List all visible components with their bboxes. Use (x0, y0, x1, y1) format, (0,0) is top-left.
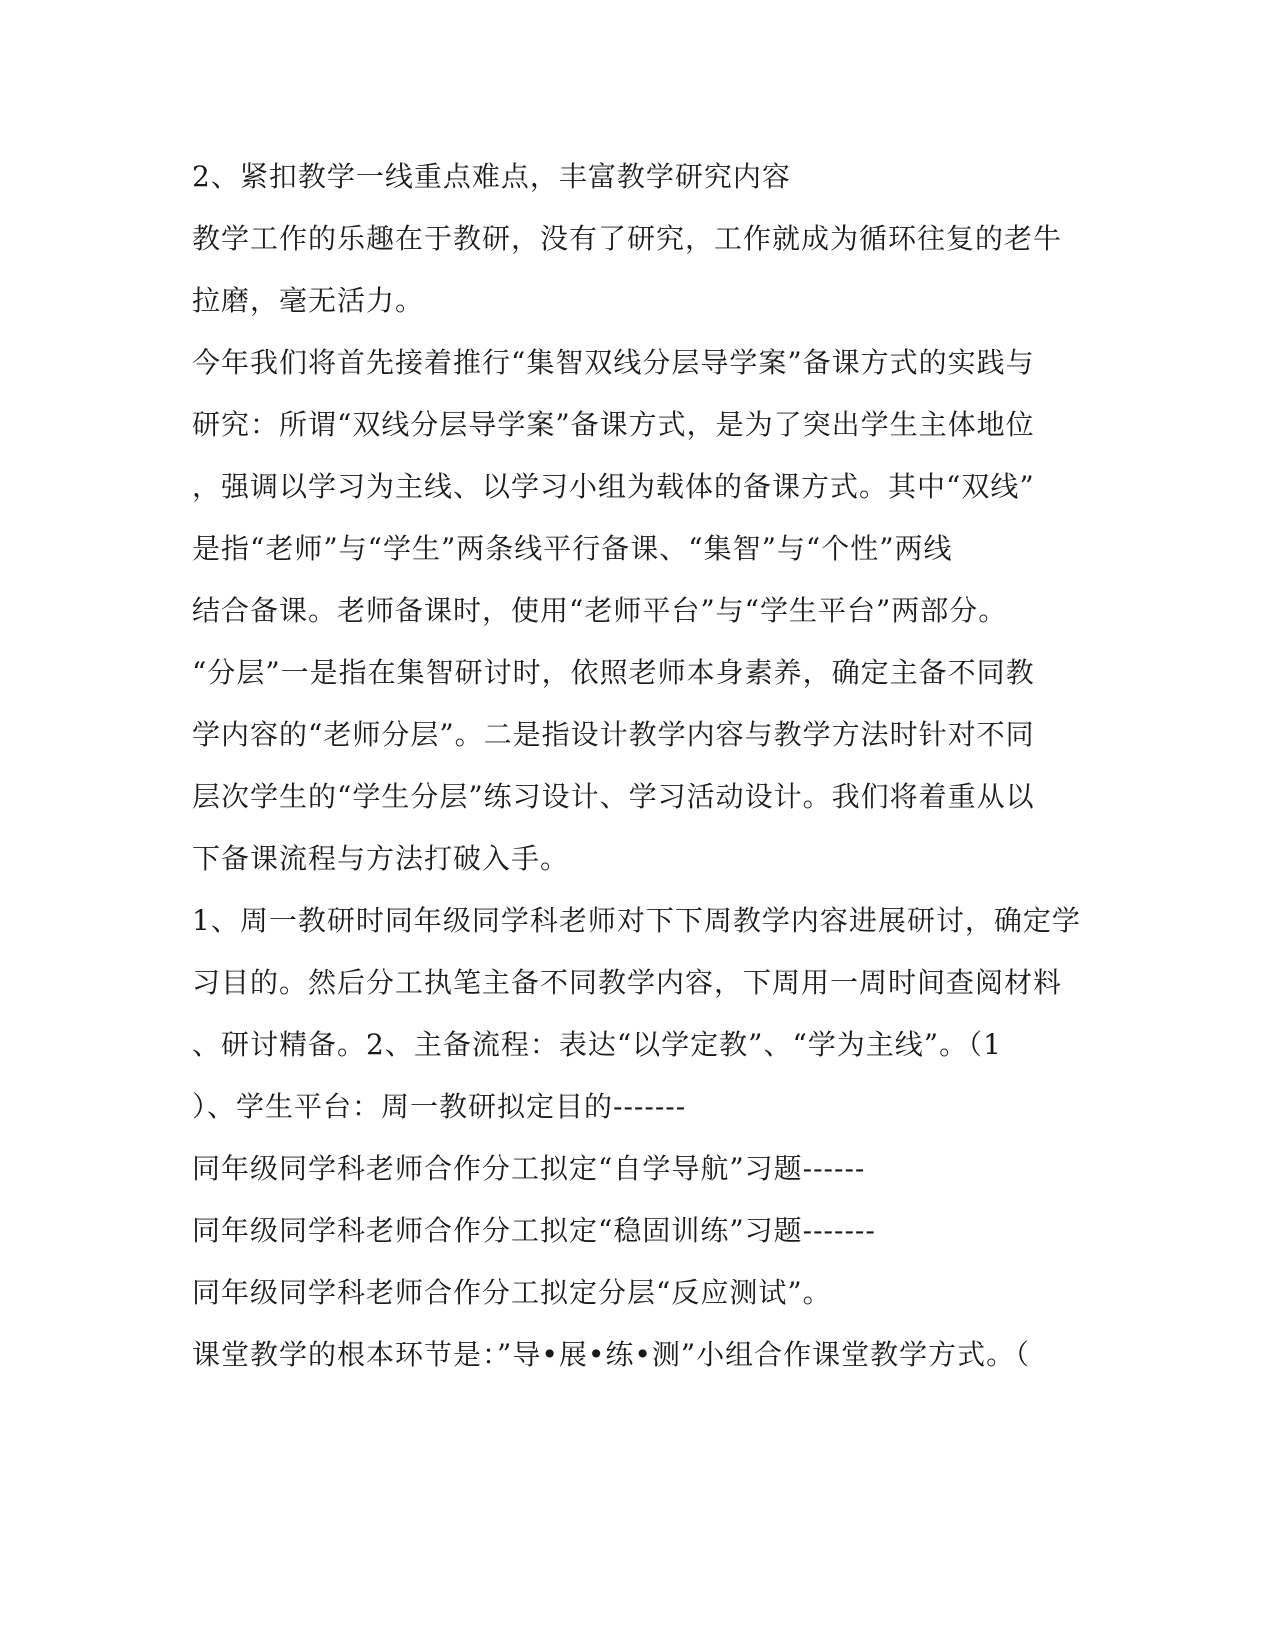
paragraph-line: “分层”一是指在集智研讨时，依照老师本身素养，确定主备不同教 (192, 656, 1035, 689)
paragraph-line: ，强调以学习为主线、以学习小组为载体的备课方式。其中“双线” (192, 470, 1035, 503)
paragraph-line: 学内容的“老师分层”。二是指设计教学内容与教学方法时针对不同 (192, 718, 1035, 751)
paragraph-line: 1、周一教研时同年级同学科老师对下下周教学内容进展研讨，确定学 (192, 904, 1081, 937)
section-heading: 2、紧扣教学一线重点难点，丰富教学研究内容 (192, 160, 791, 193)
paragraph-line: 、研讨精备。2、主备流程：表达“以学定教”、“学为主线”。（1 (192, 1028, 1002, 1061)
paragraph-line: 研究：所谓“双线分层导学案”备课方式，是为了突出学生主体地位 (192, 408, 1035, 441)
paragraph-line: ）、学生平台：周一教研拟定目的------- (192, 1090, 687, 1123)
paragraph-line: 同年级同学科老师合作分工拟定分层“反应测试”。 (192, 1276, 832, 1309)
paragraph-line: 同年级同学科老师合作分工拟定“稳固训练”习题------- (192, 1214, 876, 1247)
paragraph-line: 下备课流程与方法打破入手。 (192, 842, 570, 875)
paragraph-line: 今年我们将首先接着推行“集智双线分层导学案”备课方式的实践与 (192, 346, 1035, 379)
paragraph-line: 是指“老师”与“学生”两条线平行备课、“集智”与“个性”两线 (192, 532, 953, 565)
paragraph-line: 同年级同学科老师合作分工拟定“自学导航”习题------ (192, 1152, 866, 1185)
paragraph-line: 结合备课。老师备课时，使用“老师平台”与“学生平台”两部分。 (192, 594, 1008, 627)
paragraph-line: 层次学生的“学生分层”练习设计、学习活动设计。我们将着重从以 (192, 780, 1035, 813)
paragraph-line: 拉磨，毫无活力。 (192, 284, 425, 317)
paragraph-line: 习目的。然后分工执笔主备不同教学内容，下周用一周时间查阅材料 (192, 966, 1063, 999)
paragraph-line: 教学工作的乐趣在于教研，没有了研究，工作就成为循环往复的老牛 (192, 222, 1063, 255)
paragraph-line: 课堂教学的根本环节是：”导•展•练•测”小组合作课堂教学方式。（ (192, 1338, 1031, 1371)
